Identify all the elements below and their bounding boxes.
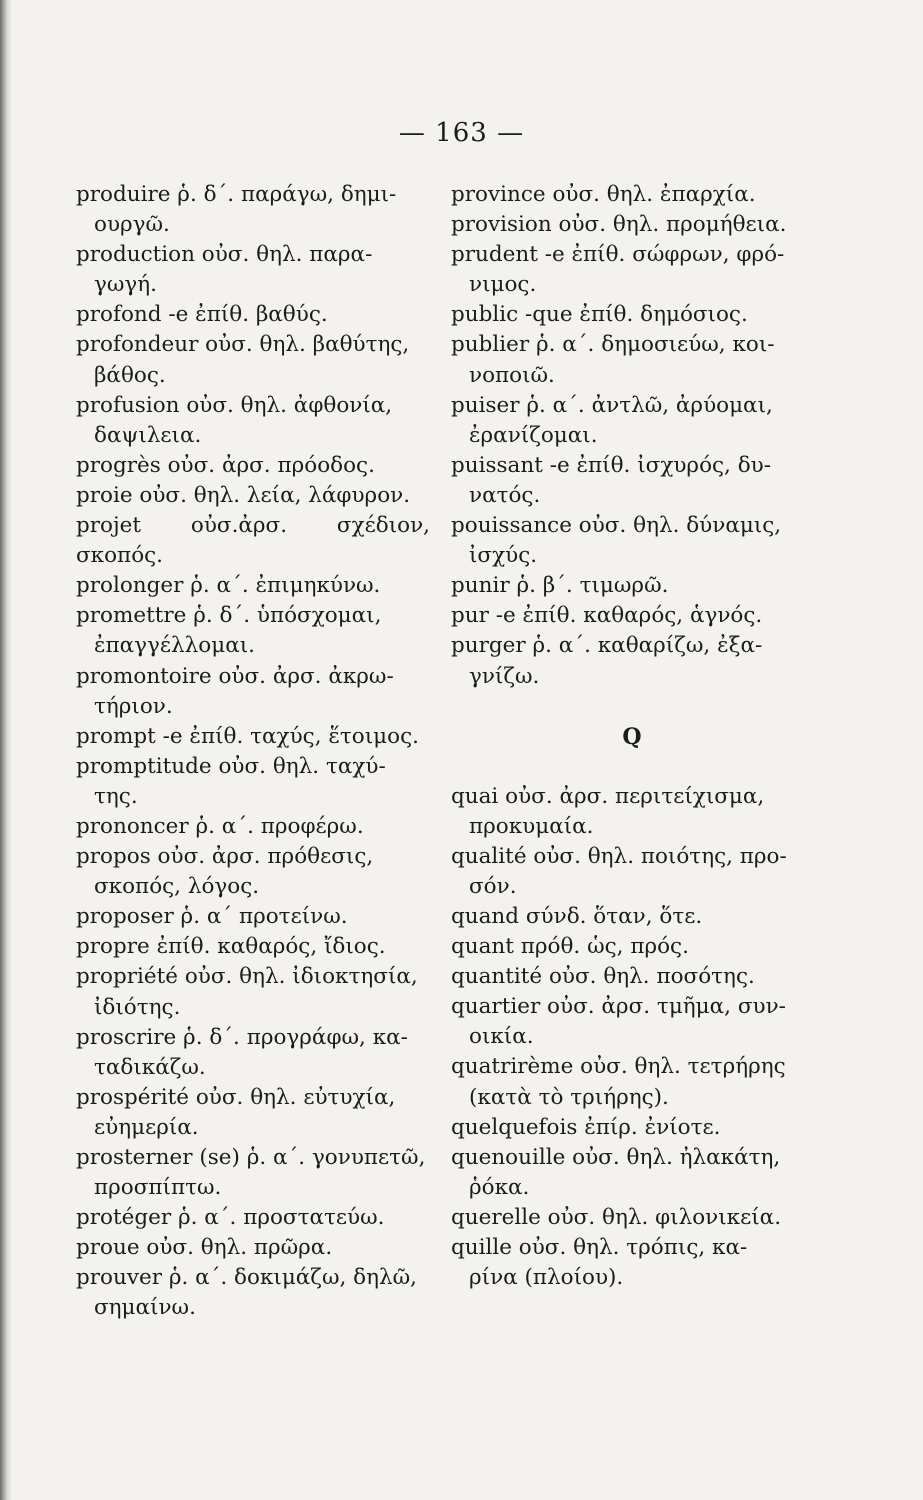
entry-headword-line: propre ἐπίθ. καθαρός, ἴδιος. bbox=[76, 934, 386, 960]
entry-headword-line: prolonger ῥ. α΄. ἐπιμηκύνω. bbox=[76, 573, 381, 599]
entry-headword-line: profondeur οὐσ. θηλ. βαθύτης, bbox=[76, 332, 410, 358]
entry-headword-line: quantité οὐσ. θηλ. ποσότης. bbox=[451, 964, 755, 990]
dictionary-entry bbox=[451, 992, 813, 1052]
entry-headword-line: proie οὐσ. θηλ. λεία, λάφυρον. bbox=[76, 482, 411, 508]
dictionary-entry bbox=[451, 511, 813, 571]
entry-continuation-line: νατός. bbox=[469, 482, 541, 508]
entry-headword-line: querelle οὐσ. θηλ. φιλονικεία. bbox=[451, 1204, 782, 1230]
page-number: — 163 — bbox=[398, 118, 525, 148]
dictionary-entry bbox=[451, 240, 813, 300]
entry-headword-line: pouissance οὐσ. θηλ. δύναμις, bbox=[451, 513, 782, 539]
dictionary-entry bbox=[76, 1083, 430, 1143]
entry-continuation-line: δαψιλεια. bbox=[94, 422, 202, 448]
dictionary-entry bbox=[451, 601, 813, 631]
dictionary-entry bbox=[451, 300, 813, 330]
entry-continuation-line: σημαίνω. bbox=[94, 1295, 196, 1321]
dictionary-entry bbox=[76, 902, 430, 932]
entry-headword-line: prospérité οὐσ. θηλ. εὐτυχία, bbox=[76, 1084, 396, 1110]
entry-continuation-line: ταδικάζω. bbox=[94, 1054, 206, 1080]
dictionary-entry bbox=[76, 962, 430, 1022]
entry-headword-line: publier ῥ. α΄. δημοσιεύω, κοι- bbox=[451, 332, 775, 358]
dictionary-entry bbox=[76, 812, 430, 842]
entry-headword-line: quelquefois ἐπίρ. ἐνίοτε. bbox=[451, 1114, 721, 1140]
entry-continuation-line: προκυμαία. bbox=[469, 813, 594, 839]
dictionary-entry bbox=[76, 481, 430, 511]
entry-headword-line: promontoire οὐσ. ἀρσ. ἀκρω- bbox=[76, 663, 394, 689]
entry-headword-line: quant πρόθ. ὡς, πρός. bbox=[451, 934, 689, 960]
page-binding-edge bbox=[0, 0, 12, 1500]
dictionary-entry bbox=[451, 1113, 813, 1143]
dictionary-entry bbox=[76, 662, 430, 722]
entry-headword-line: proposer ῥ. α΄ προτείνω. bbox=[76, 904, 348, 930]
entry-continuation-line: νιμος. bbox=[469, 272, 537, 298]
entry-headword-line: quand σύνδ. ὅταν, ὅτε. bbox=[451, 903, 703, 929]
dictionary-entry bbox=[76, 330, 430, 390]
entry-headword-line: promettre ῥ. δ΄. ὑπόσχομαι, bbox=[76, 603, 382, 629]
entry-continuation-line: γνίζω. bbox=[469, 663, 540, 689]
entry-continuation-line: προσπίπτω. bbox=[94, 1175, 222, 1201]
entry-headword-line: propriété οὐσ. θηλ. ἰδιοκτησία, bbox=[76, 964, 418, 990]
entry-headword-line: purger ῥ. α΄. καθαρίζω, ἐξα- bbox=[451, 633, 763, 659]
dictionary-entry bbox=[451, 330, 813, 390]
entry-continuation-line: γωγή. bbox=[94, 272, 157, 298]
entry-headword-line: promptitude οὐσ. θηλ. ταχύ- bbox=[76, 753, 386, 779]
dictionary-entry bbox=[451, 631, 813, 691]
dictionary-entry bbox=[76, 511, 430, 571]
dictionary-entry bbox=[76, 1023, 430, 1083]
entry-headword-line: progrès οὐσ. ἀρσ. πρόοδος. bbox=[76, 452, 375, 478]
dictionary-entry bbox=[76, 1233, 430, 1263]
right-column bbox=[451, 180, 813, 1293]
dictionary-entry bbox=[451, 782, 813, 842]
dictionary-entry bbox=[76, 722, 430, 752]
entry-headword-line: punir ῥ. β΄. τιμωρῶ. bbox=[451, 573, 669, 599]
entry-headword-line: protéger ῥ. α΄. προστατεύω. bbox=[76, 1205, 385, 1231]
entry-continuation-line: βάθος. bbox=[94, 362, 166, 388]
entry-headword-line: production οὐσ. θηλ. παρα- bbox=[76, 242, 373, 268]
entry-continuation-line: σκοπός, λόγος. bbox=[94, 874, 260, 900]
p-entries bbox=[451, 180, 813, 692]
dictionary-entry bbox=[76, 391, 430, 451]
entry-headword-line: pur -e ἐπίθ. καθαρός, ἁγνός. bbox=[451, 603, 763, 629]
left-column bbox=[76, 180, 430, 1324]
entry-continuation-line: ἰδιότης. bbox=[94, 994, 181, 1020]
dictionary-entry bbox=[451, 1052, 813, 1112]
dictionary-entry bbox=[451, 451, 813, 511]
entry-headword-line: profond -e ἐπίθ. βαθύς. bbox=[76, 302, 328, 328]
dictionary-entry bbox=[451, 962, 813, 992]
entry-headword-line: prompt -e ἐπίθ. ταχύς, ἕτοιμος. bbox=[76, 723, 419, 749]
dictionary-entry bbox=[451, 932, 813, 962]
entry-headword-line: projet οὐσ.ἀρσ. σχέδιον, σκοπός. bbox=[76, 513, 430, 569]
entry-continuation-line: ἐρανίζομαι. bbox=[469, 422, 598, 448]
entry-headword-line: quai οὐσ. ἀρσ. περιτείχισμα, bbox=[451, 783, 765, 809]
entry-continuation-line: σόν. bbox=[469, 873, 517, 899]
dictionary-entry bbox=[451, 180, 813, 210]
dictionary-entry bbox=[76, 451, 430, 481]
dictionary-entry bbox=[76, 1143, 430, 1203]
entry-headword-line: quartier οὐσ. ἀρσ. τμῆμα, συν- bbox=[451, 994, 786, 1020]
q-entries bbox=[451, 782, 813, 1294]
entry-continuation-line: τήριον. bbox=[94, 693, 173, 719]
entry-continuation-line: ἰσχύς. bbox=[469, 543, 538, 569]
entry-continuation-line: ρίνα (πλοίου). bbox=[469, 1265, 624, 1291]
dictionary-entry bbox=[76, 300, 430, 330]
entry-continuation-line: ἐπαγγέλλομαι. bbox=[94, 633, 255, 659]
dictionary-entry bbox=[451, 571, 813, 601]
dictionary-entry bbox=[76, 571, 430, 601]
dictionary-entry bbox=[451, 1143, 813, 1203]
entry-continuation-line: εὐημερία. bbox=[94, 1114, 199, 1140]
entry-headword-line: public -que ἐπίθ. δημόσιος. bbox=[451, 302, 748, 328]
entry-headword-line: puiser ῥ. α΄. ἀντλῶ, ἀρύομαι, bbox=[451, 392, 773, 418]
entry-headword-line: prosterner (se) ῥ. α΄. γονυπετῶ, bbox=[76, 1145, 426, 1170]
entry-headword-line: quatrirème οὐσ. θηλ. τετρήρης bbox=[451, 1054, 786, 1080]
entry-continuation-line: (κατὰ τὸ τριήρης). bbox=[469, 1084, 669, 1110]
dictionary-entry bbox=[451, 1233, 813, 1293]
dictionary-entry bbox=[76, 1263, 430, 1323]
entry-continuation-line: της. bbox=[94, 783, 138, 809]
dictionary-entry bbox=[451, 391, 813, 451]
entry-headword-line: province οὐσ. θηλ. ἐπαρχία. bbox=[451, 182, 756, 207]
dictionary-entry bbox=[76, 180, 430, 240]
entry-headword-line: prononcer ῥ. α΄. προφέρω. bbox=[76, 813, 364, 839]
dictionary-entry bbox=[76, 240, 430, 300]
entry-headword-line: quille οὐσ. θηλ. τρόπις, κα- bbox=[451, 1235, 748, 1260]
dictionary-entry bbox=[76, 1203, 430, 1233]
entry-headword-line: profusion οὐσ. θηλ. ἀφθονία, bbox=[76, 392, 393, 418]
entry-headword-line: propos οὐσ. ἀρσ. πρόθεσις, bbox=[76, 844, 374, 870]
entry-continuation-line: νοποιῶ. bbox=[469, 362, 555, 388]
entry-headword-line: provision οὐσ. θηλ. προμήθεια. bbox=[451, 212, 787, 238]
entry-continuation-line: ῥόκα. bbox=[469, 1174, 530, 1200]
dictionary-entry bbox=[76, 752, 430, 812]
entry-headword-line: produire ῥ. δ΄. παράγω, δημι- bbox=[76, 182, 397, 207]
entry-continuation-line: ουργῶ. bbox=[94, 212, 170, 238]
entry-headword-line: prudent -e ἐπίθ. σώφρων, φρό- bbox=[451, 242, 785, 268]
entry-headword-line: proue οὐσ. θηλ. πρῶρα. bbox=[76, 1235, 333, 1261]
dictionary-entry bbox=[76, 842, 430, 902]
section-letter-q: Q bbox=[622, 723, 642, 750]
entry-headword-line: puissant -e ἐπίθ. ἰσχυρός, δυ- bbox=[451, 452, 772, 478]
entry-headword-line: qualité οὐσ. θηλ. ποιότης, προ- bbox=[451, 843, 787, 869]
entry-headword-line: prouver ῥ. α΄. δοκιμάζω, δηλῶ, bbox=[76, 1265, 417, 1291]
entry-headword-line: proscrire ῥ. δ΄. προγράφω, κα- bbox=[76, 1024, 408, 1050]
dictionary-entry bbox=[451, 210, 813, 240]
dictionary-entry bbox=[76, 932, 430, 962]
dictionary-entry bbox=[451, 902, 813, 932]
entry-continuation-line: οικία. bbox=[469, 1024, 534, 1050]
dictionary-entry bbox=[76, 601, 430, 661]
entry-headword-line: quenouille οὐσ. θηλ. ἠλακάτη, bbox=[451, 1144, 781, 1170]
dictionary-entry bbox=[451, 1203, 813, 1233]
dictionary-entry bbox=[451, 842, 813, 902]
